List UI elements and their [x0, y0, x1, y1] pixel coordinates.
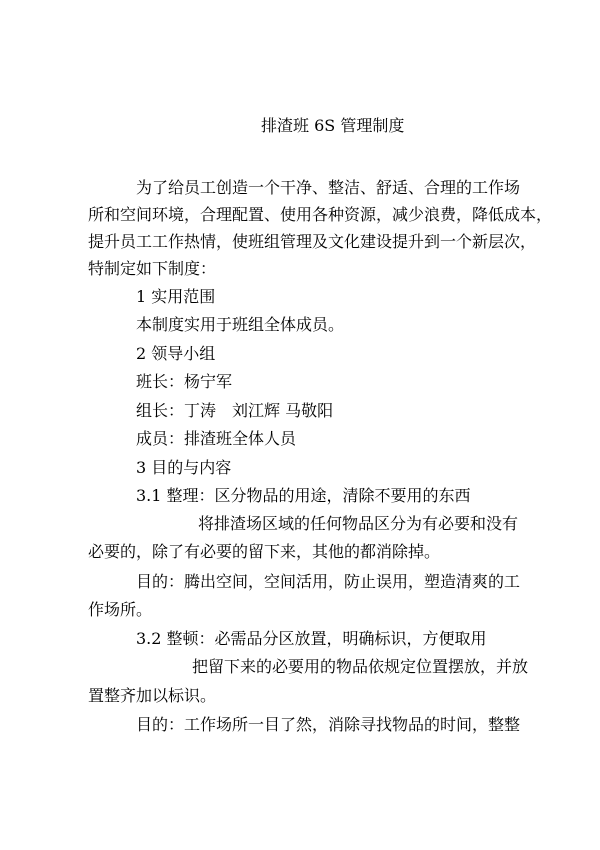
paragraph-line: 目的：腾出空间，空间活用，防止误用，塑造清爽的工: [136, 572, 521, 591]
paragraph-line: 将排渣场区域的任何物品区分为有必要和没有: [198, 514, 519, 533]
subsection-heading: 3.1 整理：区分物品的用途，清除不要用的东西: [136, 486, 471, 505]
paragraph-line: 组长：丁涛 刘江辉 马敬阳: [136, 401, 334, 420]
paragraph-line: 本制度实用于班组全体成员。: [136, 315, 345, 334]
paragraph-line: 目的：工作场所一目了然，消除寻找物品的时间，整整: [136, 715, 521, 734]
paragraph-line: 所和空间环境，合理配置、使用各种资源，减少浪费，降低成本，: [88, 205, 553, 224]
document-title: 排渣班 6S 管理制度: [261, 116, 405, 135]
paragraph-line: 把留下来的必要用的物品依规定位置摆放，并放: [192, 657, 529, 676]
paragraph-line: 置整齐加以标识。: [88, 686, 217, 705]
subsection-heading: 3.2 整顿：必需品分区放置，明确标识，方便取用: [136, 629, 487, 648]
section-heading: 1 实用范围: [136, 287, 216, 306]
paragraph-line: 特制定如下制度：: [88, 259, 217, 278]
paragraph-line: 提升员工工作热情，使班组管理及文化建设提升到一个新层次，: [88, 232, 537, 251]
paragraph-line: 为了给员工创造一个干净、整洁、舒适、合理的工作场: [136, 178, 521, 197]
section-heading: 3 目的与内容: [136, 458, 232, 477]
paragraph-line: 作场所。: [88, 600, 153, 619]
paragraph-line: 班长：杨宁军: [136, 372, 233, 391]
paragraph-line: 成员：排渣班全体人员: [136, 429, 297, 448]
paragraph-line: 必要的，除了有必要的留下来，其他的都消除掉。: [88, 542, 441, 561]
section-heading: 2 领导小组: [136, 344, 216, 363]
